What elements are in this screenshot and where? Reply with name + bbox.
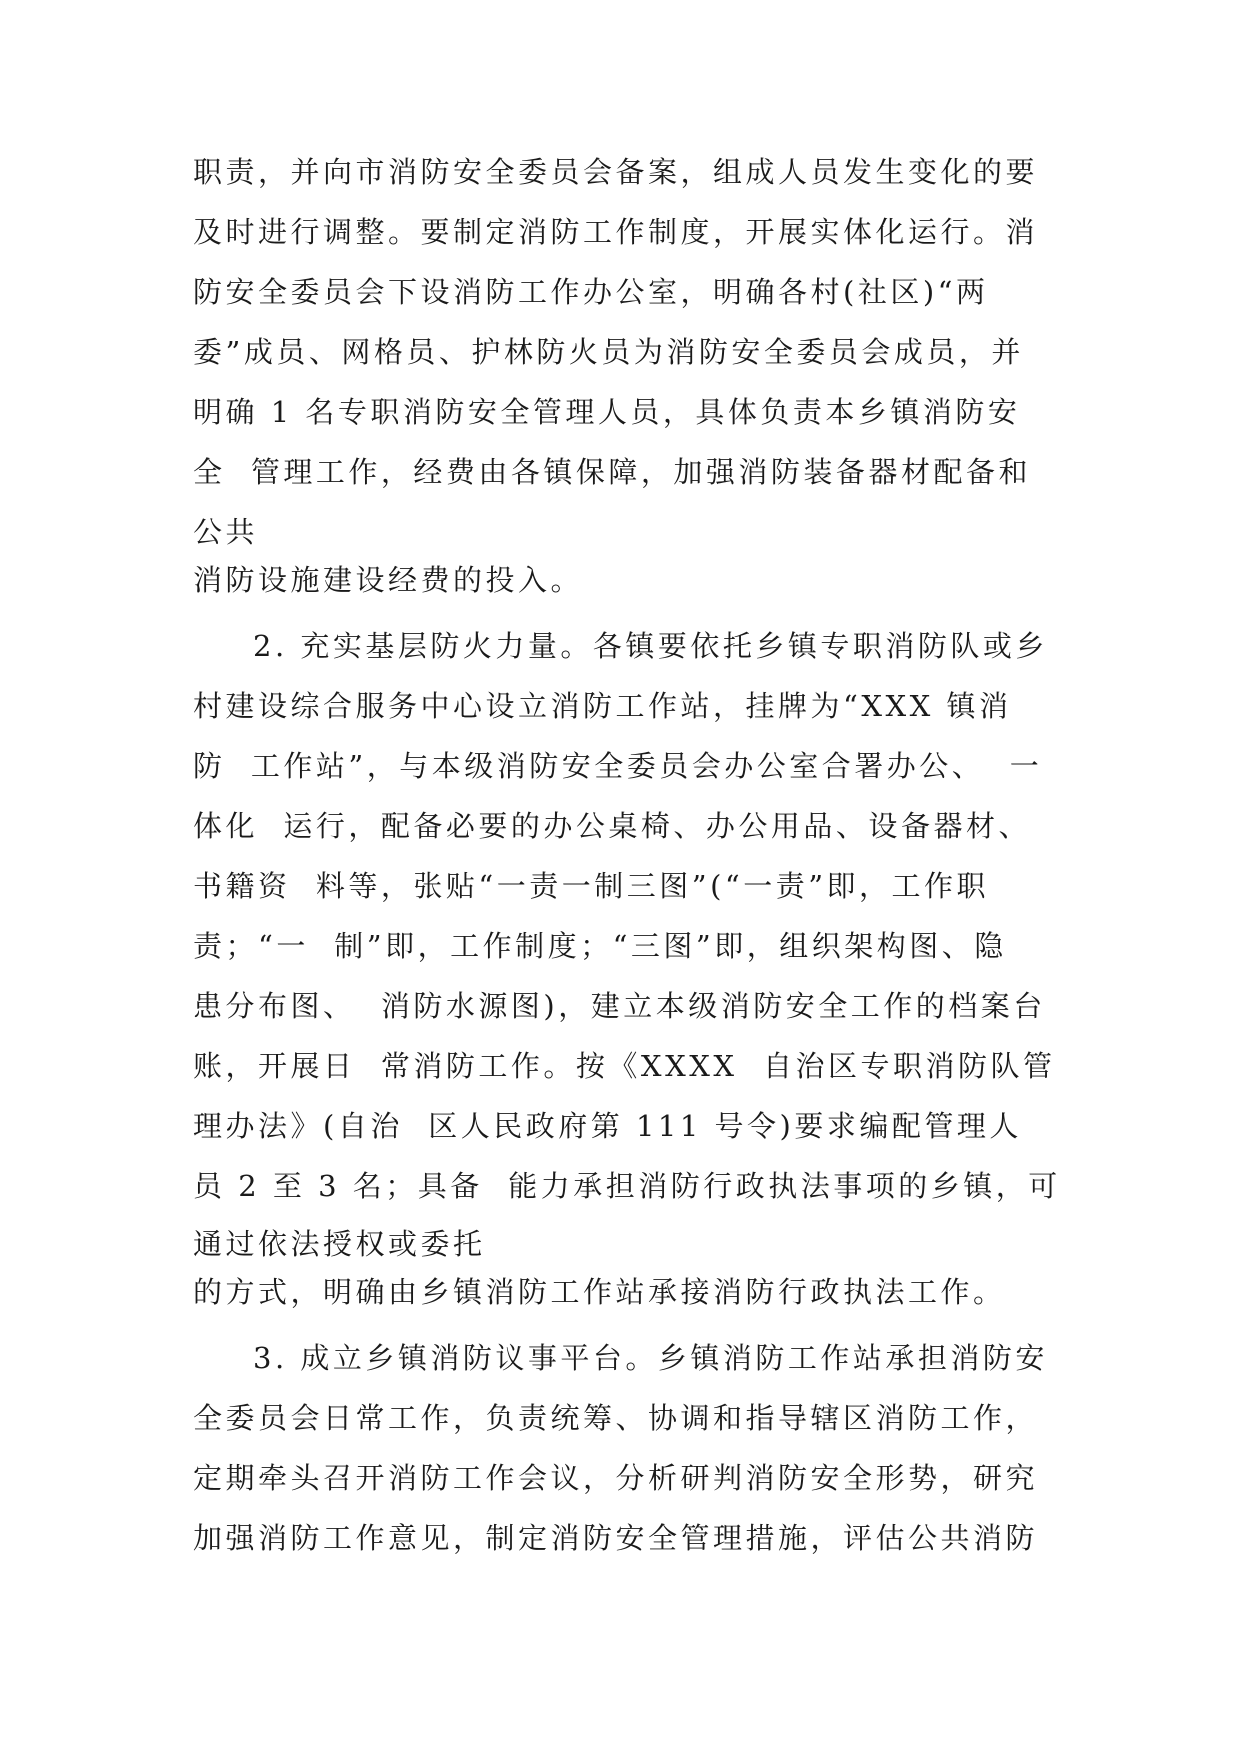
paragraph-2-first-line: 2. 充实基层防火力量。各镇要依托乡镇专职消防队或乡 (253, 629, 1048, 663)
text-line: 职责，并向市消防安全委员会备案，组成人员发生变化的要 (193, 155, 1039, 189)
text-line: 理办法》(自治 区人民政府第 111 号令)要求编配管理人 (193, 1109, 1022, 1143)
text-line: 通过依法授权或委托 (193, 1227, 486, 1261)
text-line: 员 2 至 3 名；具备 能力承担消防行政执法事项的乡镇，可 (193, 1169, 1061, 1203)
text-line: 委”成员、网格员、护林防火员为消防安全委员会成员，并 (193, 335, 1024, 369)
text-line: 村建设综合服务中心设立消防工作站，挂牌为“XXX 镇消 (193, 689, 1012, 723)
text-line: 的方式，明确由乡镇消防工作站承接消防行政执法工作。 (193, 1275, 1006, 1309)
text-line: 书籍资 料等，张贴“一责一制三图”(“一责”即，工作职 (193, 869, 990, 903)
text-line: 公共 (193, 515, 259, 549)
text-line: 体化 运行，配备必要的办公桌椅、办公用品、设备器材、 (193, 809, 1031, 843)
text-line: 明确 1 名专职消防安全管理人员，具体负责本乡镇消防安 (193, 395, 1021, 429)
text-line: 全委员会日常工作，负责统筹、协调和指导辖区消防工作， (193, 1401, 1039, 1435)
text-line: 账，开展日 常消防工作。按《XXXX 自治区专职消防队管 (193, 1049, 1056, 1083)
text-line: 定期牵头召开消防工作会议，分析研判消防安全形势，研究 (193, 1461, 1039, 1495)
paragraph-3-first-line: 3. 成立乡镇消防议事平台。乡镇消防工作站承担消防安 (253, 1341, 1048, 1375)
text-line: 防 工作站”，与本级消防安全委员会办公室合署办公、 一 (193, 749, 1043, 783)
text-line: 加强消防工作意见，制定消防安全管理措施，评估公共消防 (193, 1521, 1039, 1555)
text-line: 防安全委员会下设消防工作办公室，明确各村(社区)“两 (193, 275, 989, 309)
text-line: 全 管理工作，经费由各镇保障，加强消防装备器材配备和 (193, 455, 1031, 489)
text-line: 及时进行调整。要制定消防工作制度，开展实体化运行。消 (193, 215, 1039, 249)
text-line: 责；“一 制”即，工作制度；“三图”即，组织架构图、隐 (193, 929, 1007, 963)
text-line: 患分布图、 消防水源图)，建立本级消防安全工作的档案台 (193, 989, 1046, 1023)
text-line: 消防设施建设经费的投入。 (193, 563, 584, 597)
